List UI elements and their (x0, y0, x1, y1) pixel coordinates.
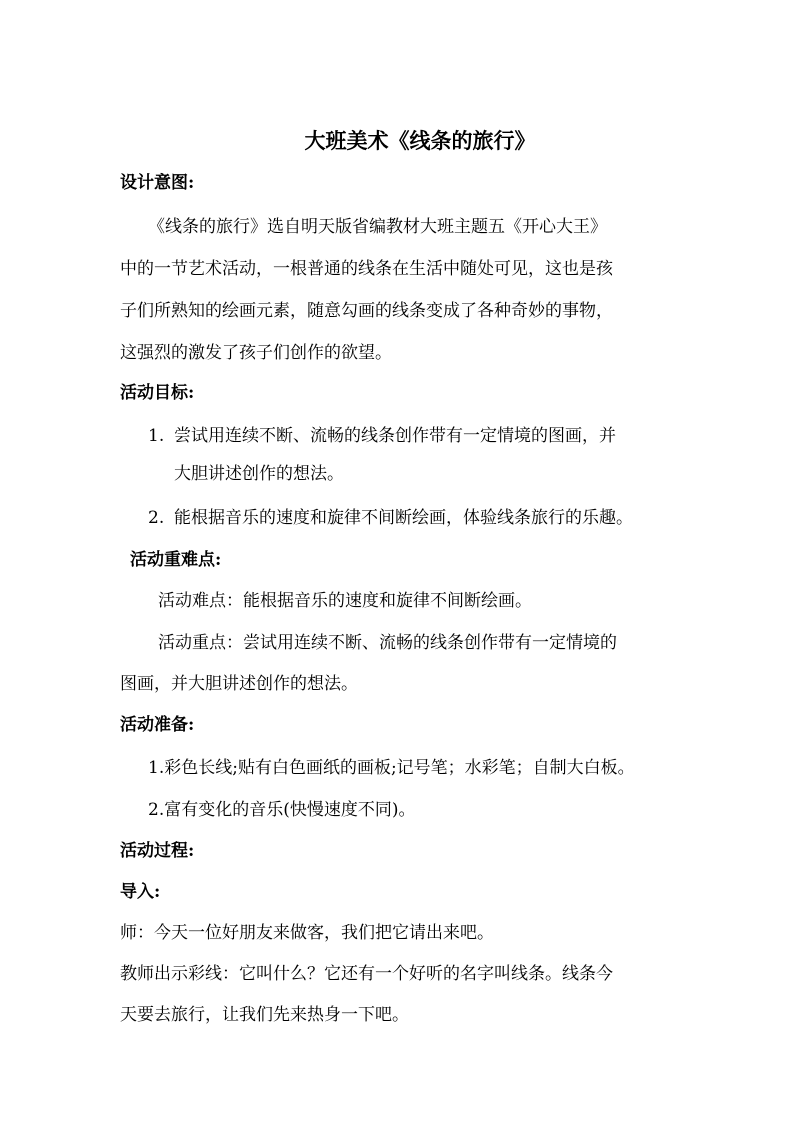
goals-heading: 活动目标: (120, 383, 195, 403)
intro-heading: 导入: (120, 882, 161, 902)
goal-1-line-2: 大胆讲述创作的想法。 (174, 464, 344, 484)
prep-item-1: 1.彩色长线;贴有白色画纸的画板;记号笔；水彩笔；自制大白板。 (148, 758, 635, 778)
prep-item-2: 2.富有变化的音乐(快慢速度不同)。 (148, 800, 416, 820)
design-intent-heading: 设计意图: (120, 173, 195, 193)
goal-1-line-1: 尝试用连续不断、流畅的线条创作带有一定情境的图画，并 (174, 426, 616, 446)
process-heading: 活动过程: (120, 841, 195, 861)
design-intent-line-1: 《线条的旅行》选自明天版省编教材大班主题五《开心大王》 (148, 217, 607, 237)
prep-heading: 活动准备: (120, 715, 195, 735)
difficulty-text: 活动难点：能根据音乐的速度和旋律不间断绘画。 (158, 591, 532, 611)
process-line-2: 教师出示彩线：它叫什么？它还有一个好听的名字叫线条。线条今 (120, 964, 613, 984)
document-title: 大班美术《线条的旅行》 (304, 128, 536, 153)
process-line-3: 天要去旅行，让我们先来热身一下吧。 (120, 1005, 409, 1025)
focus-line-2: 图画，并大胆讲述创作的想法。 (120, 674, 358, 694)
process-line-1: 师：今天一位好朋友来做客，我们把它请出来吧。 (120, 923, 494, 943)
design-intent-line-4: 这强烈的激发了孩子们创作的欲望。 (120, 343, 392, 363)
design-intent-line-2: 中的一节艺术活动，一根普通的线条在生活中随处可见，这也是孩 (120, 259, 613, 279)
key-points-heading: 活动重难点: (130, 550, 222, 570)
design-intent-line-3: 子们所熟知的绘画元素，随意勾画的线条变成了各种奇妙的事物， (120, 301, 613, 321)
goal-2-number: 2. (148, 508, 165, 528)
goal-1-number: 1. (148, 426, 165, 446)
goal-2-line-1: 能根据音乐的速度和旋律不间断绘画，体验线条旅行的乐趣。 (174, 508, 633, 528)
focus-line-1: 活动重点：尝试用连续不断、流畅的线条创作带有一定情境的 (158, 633, 617, 653)
